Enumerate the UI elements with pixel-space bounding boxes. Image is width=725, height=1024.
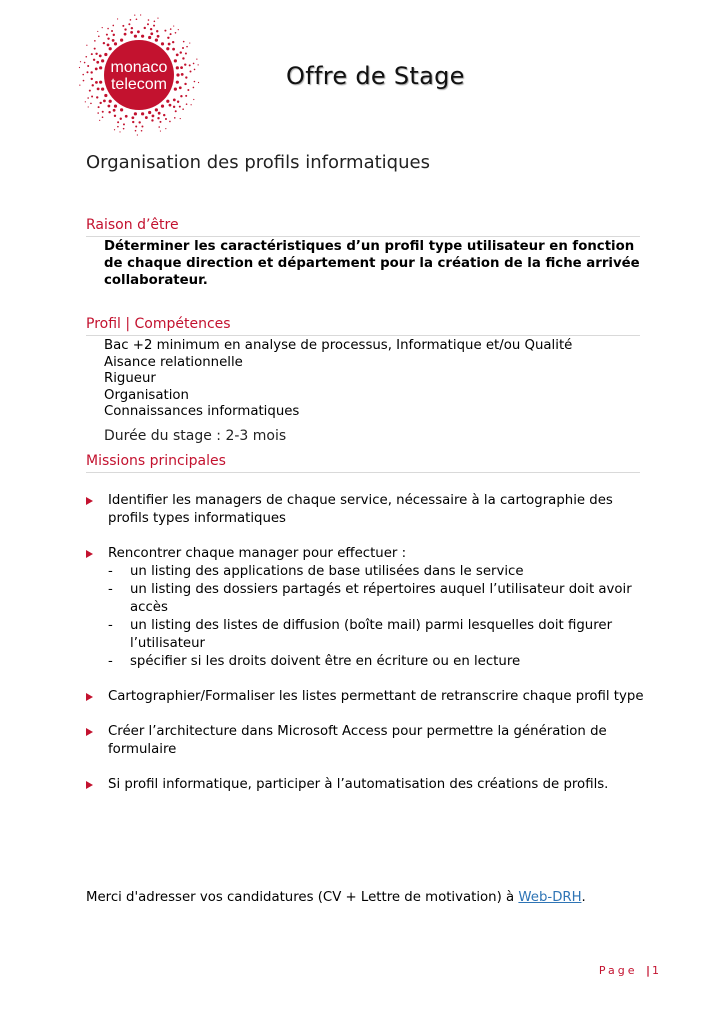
logo-dot [98, 35, 100, 37]
logo-dot [174, 59, 177, 62]
logo-dot [155, 38, 158, 41]
logo-dot [128, 23, 130, 25]
logo-dot [150, 28, 152, 30]
logo-dot [90, 103, 92, 105]
profil-list [104, 338, 572, 421]
logo-dot [120, 118, 122, 120]
triangle-bullet-icon [86, 781, 93, 789]
logo-dot [107, 37, 109, 39]
logo-dot [91, 95, 93, 97]
logo-dot [176, 81, 179, 84]
raison-text: Déterminer les caractéristiques d’un profil type utilisateur en fonction de chaque direction et département pour la création de la fiche arrivée collaborateur. [104, 239, 640, 288]
logo-dot [165, 118, 167, 120]
logo-dot [104, 53, 107, 56]
logo-dot [191, 104, 192, 105]
mission-item [86, 723, 646, 759]
document-title: Offre de Stage [286, 62, 465, 90]
logo-dot [91, 53, 93, 55]
mission-sub-item: - spécifier si les droits doivent être en écriture ou en lecture [108, 654, 521, 669]
logo-dot [111, 30, 113, 32]
logo-dot [166, 47, 169, 50]
logo-dot [113, 109, 116, 112]
document-subtitle: Organisation des profils informatiques [86, 152, 430, 173]
logo-dot [184, 63, 186, 65]
logo-dot [130, 19, 132, 21]
duree-stage: Durée du stage : 2-3 mois [104, 428, 287, 444]
logo-dot [177, 101, 179, 103]
logo-dot [90, 71, 92, 73]
section-heading-missions: Missions principales [86, 452, 640, 473]
logo-dot [99, 55, 102, 58]
triangle-bullet-icon [86, 550, 93, 558]
profil-item: Aisance relationnelle [104, 354, 243, 370]
mission-sub-text: spécifier si les droits doivent être en écriture ou en lecture [130, 654, 521, 669]
logo-dot [148, 36, 151, 39]
logo-dot [117, 121, 119, 123]
logo-dot [98, 106, 100, 108]
logo-dot [173, 25, 174, 26]
mission-item [86, 492, 646, 528]
logo-dot [157, 35, 160, 38]
logo-line2: telecom [110, 76, 168, 93]
logo-dot [113, 34, 115, 36]
logo-dot [95, 81, 98, 84]
logo-dot [172, 41, 174, 43]
triangle-bullet-icon [86, 497, 93, 505]
logo-dot [175, 110, 177, 112]
logo-dot [85, 56, 87, 58]
logo-dot [95, 67, 98, 70]
logo-dot [114, 105, 117, 108]
logo-dot [114, 42, 117, 45]
logo-dot [99, 66, 102, 69]
logo-dot [94, 40, 96, 42]
logo-dot [187, 89, 189, 91]
triangle-bullet-icon [86, 728, 93, 736]
mission-sub-list [108, 563, 646, 671]
logo-dot [84, 62, 86, 64]
logo-dot [158, 112, 161, 115]
logo-dot [94, 48, 96, 50]
logo-dot [140, 14, 141, 15]
logo-dot [93, 59, 95, 61]
monaco-telecom-logo [76, 14, 202, 136]
logo-dot [185, 95, 187, 97]
mission-item [86, 545, 646, 671]
logo-dot [148, 111, 151, 114]
logo-dot [99, 102, 101, 104]
logo-dot [141, 112, 144, 115]
logo-dot [196, 59, 197, 60]
logo-dot [180, 66, 183, 69]
logo-dot [103, 99, 106, 102]
logo-dot [182, 47, 184, 49]
logo-dot [180, 51, 182, 53]
logo-dot [88, 106, 89, 107]
mission-sub-text: un listing des applications de base utilisées dans le service [130, 564, 524, 579]
mission-text: Identifier les managers de chaque service, nécessaire à la cartographie des profils types informatiques [108, 493, 613, 526]
logo-dot [193, 99, 194, 100]
logo-dot [167, 37, 169, 39]
logo-dot [130, 31, 133, 34]
logo-dot [182, 57, 184, 59]
logo-dot [173, 106, 175, 108]
logo-dot [185, 53, 187, 55]
logo-dot [101, 59, 104, 62]
profil-item: Organisation [104, 387, 189, 403]
logo-dot [102, 111, 104, 113]
logo-dot [134, 112, 137, 115]
section-heading-raison: Raison d’être [86, 216, 640, 237]
logo-dot [114, 115, 116, 117]
logo-dot [132, 121, 134, 123]
logo-dot [147, 23, 149, 25]
logo-dot [175, 32, 177, 34]
mission-sub-item: - un listing des dossiers partagés et répertoires auquel l’utilisateur doit avoir accès [108, 582, 632, 615]
logo-dot [179, 86, 182, 89]
logo-dot [117, 18, 118, 19]
logo-dot [123, 128, 125, 130]
footer-end: . [581, 890, 586, 905]
logo-dot [86, 71, 88, 73]
page-separator: | [645, 964, 650, 977]
logo-dot [134, 35, 137, 38]
logo-dot [135, 126, 137, 128]
logo-dot [193, 87, 195, 89]
logo-dot [124, 28, 126, 30]
footer-text: Merci d'adresser vos candidatures (CV + Lettre de motivation) à [86, 890, 519, 905]
mission-item [86, 688, 646, 706]
logo-dot [87, 65, 89, 67]
logo-dot [168, 43, 171, 46]
logo-dot [183, 41, 185, 43]
missions-list [86, 492, 646, 811]
triangle-bullet-icon [86, 693, 93, 701]
logo-dot [176, 73, 179, 76]
logo-dot [104, 94, 107, 97]
logo-dot [189, 42, 190, 43]
mission-text: Créer l’architecture dans Microsoft Access pour permettre la génération de formulaire [108, 724, 607, 757]
logo-dot [123, 123, 125, 125]
logo-dot [194, 69, 196, 71]
logo-dot [154, 21, 156, 23]
logo-dot [95, 53, 97, 55]
logo-dot [186, 103, 188, 105]
logo-dot [159, 121, 161, 123]
logo-dot [165, 128, 166, 129]
logo-dot [179, 106, 181, 108]
logo-dot [114, 129, 115, 130]
logo-dot [169, 121, 171, 123]
mission-text: Rencontrer chaque manager pour effectuer : [108, 546, 407, 561]
logo-dot [79, 84, 80, 85]
logo-dot [194, 81, 196, 83]
logo-dot [152, 114, 155, 117]
logo-dot [99, 120, 100, 121]
logo-dot [169, 104, 172, 107]
logo-dot [170, 33, 172, 35]
logo-dot [107, 28, 109, 30]
logo-dot [176, 53, 179, 56]
logo-dot [136, 18, 138, 20]
logo-dot [97, 31, 98, 32]
logo-dot [120, 38, 123, 41]
mission-item [86, 776, 646, 794]
logo-dot [185, 76, 187, 78]
logo-dot [112, 39, 115, 42]
logo-dot [107, 43, 110, 46]
logo-dot [181, 73, 184, 76]
logo-dot [85, 101, 86, 102]
logo-dot [82, 74, 84, 76]
logo-dot [103, 42, 105, 44]
logo-dot [178, 29, 179, 30]
logo-dot [120, 108, 123, 111]
logo-dot [131, 116, 134, 119]
logo-dot [109, 47, 112, 50]
logo-dot [112, 25, 114, 27]
logo-dot [137, 134, 138, 135]
logo-dot [174, 117, 176, 119]
logo-dot [102, 27, 103, 28]
logo-dot [124, 33, 127, 36]
logo-dot [92, 84, 94, 86]
logo-dot [155, 108, 158, 111]
logo-dot [97, 112, 99, 114]
logo-dot [163, 114, 165, 116]
logo-dot [161, 42, 164, 45]
logo-dot [144, 27, 146, 29]
mission-sub-item: - un listing des applications de base utilisées dans le service [108, 564, 524, 579]
logo-dot [186, 46, 188, 48]
logo-dot [119, 131, 120, 132]
page-label: Page [598, 964, 638, 977]
logo-dot [174, 87, 177, 90]
logo-dot [189, 71, 191, 73]
logo-dot [80, 61, 81, 62]
logo-dot [198, 64, 199, 65]
logo-dot [157, 17, 158, 18]
logo-dot [150, 32, 153, 35]
logo-dot [79, 67, 80, 68]
logo-line1: monaco [110, 59, 168, 76]
logo-dot [131, 27, 133, 29]
logo-dot [182, 108, 184, 110]
logo-dot [148, 19, 150, 21]
logo-dot [108, 111, 110, 113]
logo-dot [189, 64, 191, 66]
logo-dot [135, 130, 137, 132]
logo-dot [97, 88, 100, 91]
logo-dot [151, 119, 153, 121]
logo-dot [101, 87, 104, 90]
logo-dot [141, 35, 144, 38]
logo-dot [166, 100, 169, 103]
logo-dot [156, 30, 158, 32]
logo-dot [109, 100, 112, 103]
logo-dot [89, 90, 91, 92]
logo-dot [86, 45, 87, 46]
logo-dot [122, 25, 124, 27]
logo-dot [176, 66, 179, 69]
logo-dot [138, 121, 140, 123]
profil-item: Bac +2 minimum en analyse de processus, Informatique et/ou Qualité [104, 338, 573, 353]
logo-dot [125, 115, 128, 118]
logo-dot [180, 95, 182, 97]
logo-dot [141, 125, 143, 127]
logo-dot [153, 25, 155, 27]
logo-dot [164, 30, 166, 32]
application-footer [86, 890, 586, 905]
mission-text: Cartographier/Formaliser les listes permettant de retranscrire chaque profil type [108, 689, 644, 704]
logo-dot [198, 82, 199, 83]
logo-dot [96, 61, 99, 64]
logo-dot [170, 28, 172, 30]
logo-dot [193, 63, 195, 65]
page-number [599, 964, 659, 977]
logo-dot [141, 130, 143, 132]
section-heading-profil: Profil | Compétences [86, 315, 640, 336]
logo-dot [157, 117, 159, 119]
logo-dot [102, 116, 104, 118]
mission-sub-item: - un listing des listes de diffusion (boîte mail) parmi lesquelles doit figurer l’utilisateur [108, 618, 613, 651]
logo-dot [96, 96, 98, 98]
logo-dot [145, 116, 148, 119]
logo-dot [158, 126, 160, 128]
logo-dot [173, 98, 176, 101]
logo-dot [172, 48, 175, 51]
logo-dot [137, 30, 140, 33]
logo-dot [184, 83, 186, 85]
logo-dot [160, 130, 161, 131]
mission-sub-text: un listing des listes de diffusion (boîte mail) parmi lesquelles doit figurer l’utilisateur [130, 618, 613, 651]
logo-dot [161, 105, 164, 108]
logo-dot [99, 81, 102, 84]
mission-text: Si profil informatique, participer à l’automatisation des créations de profils. [108, 777, 609, 792]
logo-dot [117, 126, 119, 128]
mission-sub-text: un listing des dossiers partagés et répertoires auquel l’utilisateur doit avoir accès [130, 582, 632, 615]
logo-dot [83, 80, 85, 82]
logo-dot [180, 118, 181, 119]
web-drh-link[interactable]: Web-DRH [518, 890, 582, 905]
logo-dot [134, 15, 135, 16]
logo-dot [107, 105, 110, 108]
profil-item: Rigueur [104, 371, 156, 386]
profil-item: Connaissances informatiques [104, 404, 300, 419]
logo-dot [106, 34, 108, 36]
logo-dot [87, 97, 89, 99]
logo-dot [91, 78, 93, 80]
page-num-value: 1 [652, 964, 659, 977]
